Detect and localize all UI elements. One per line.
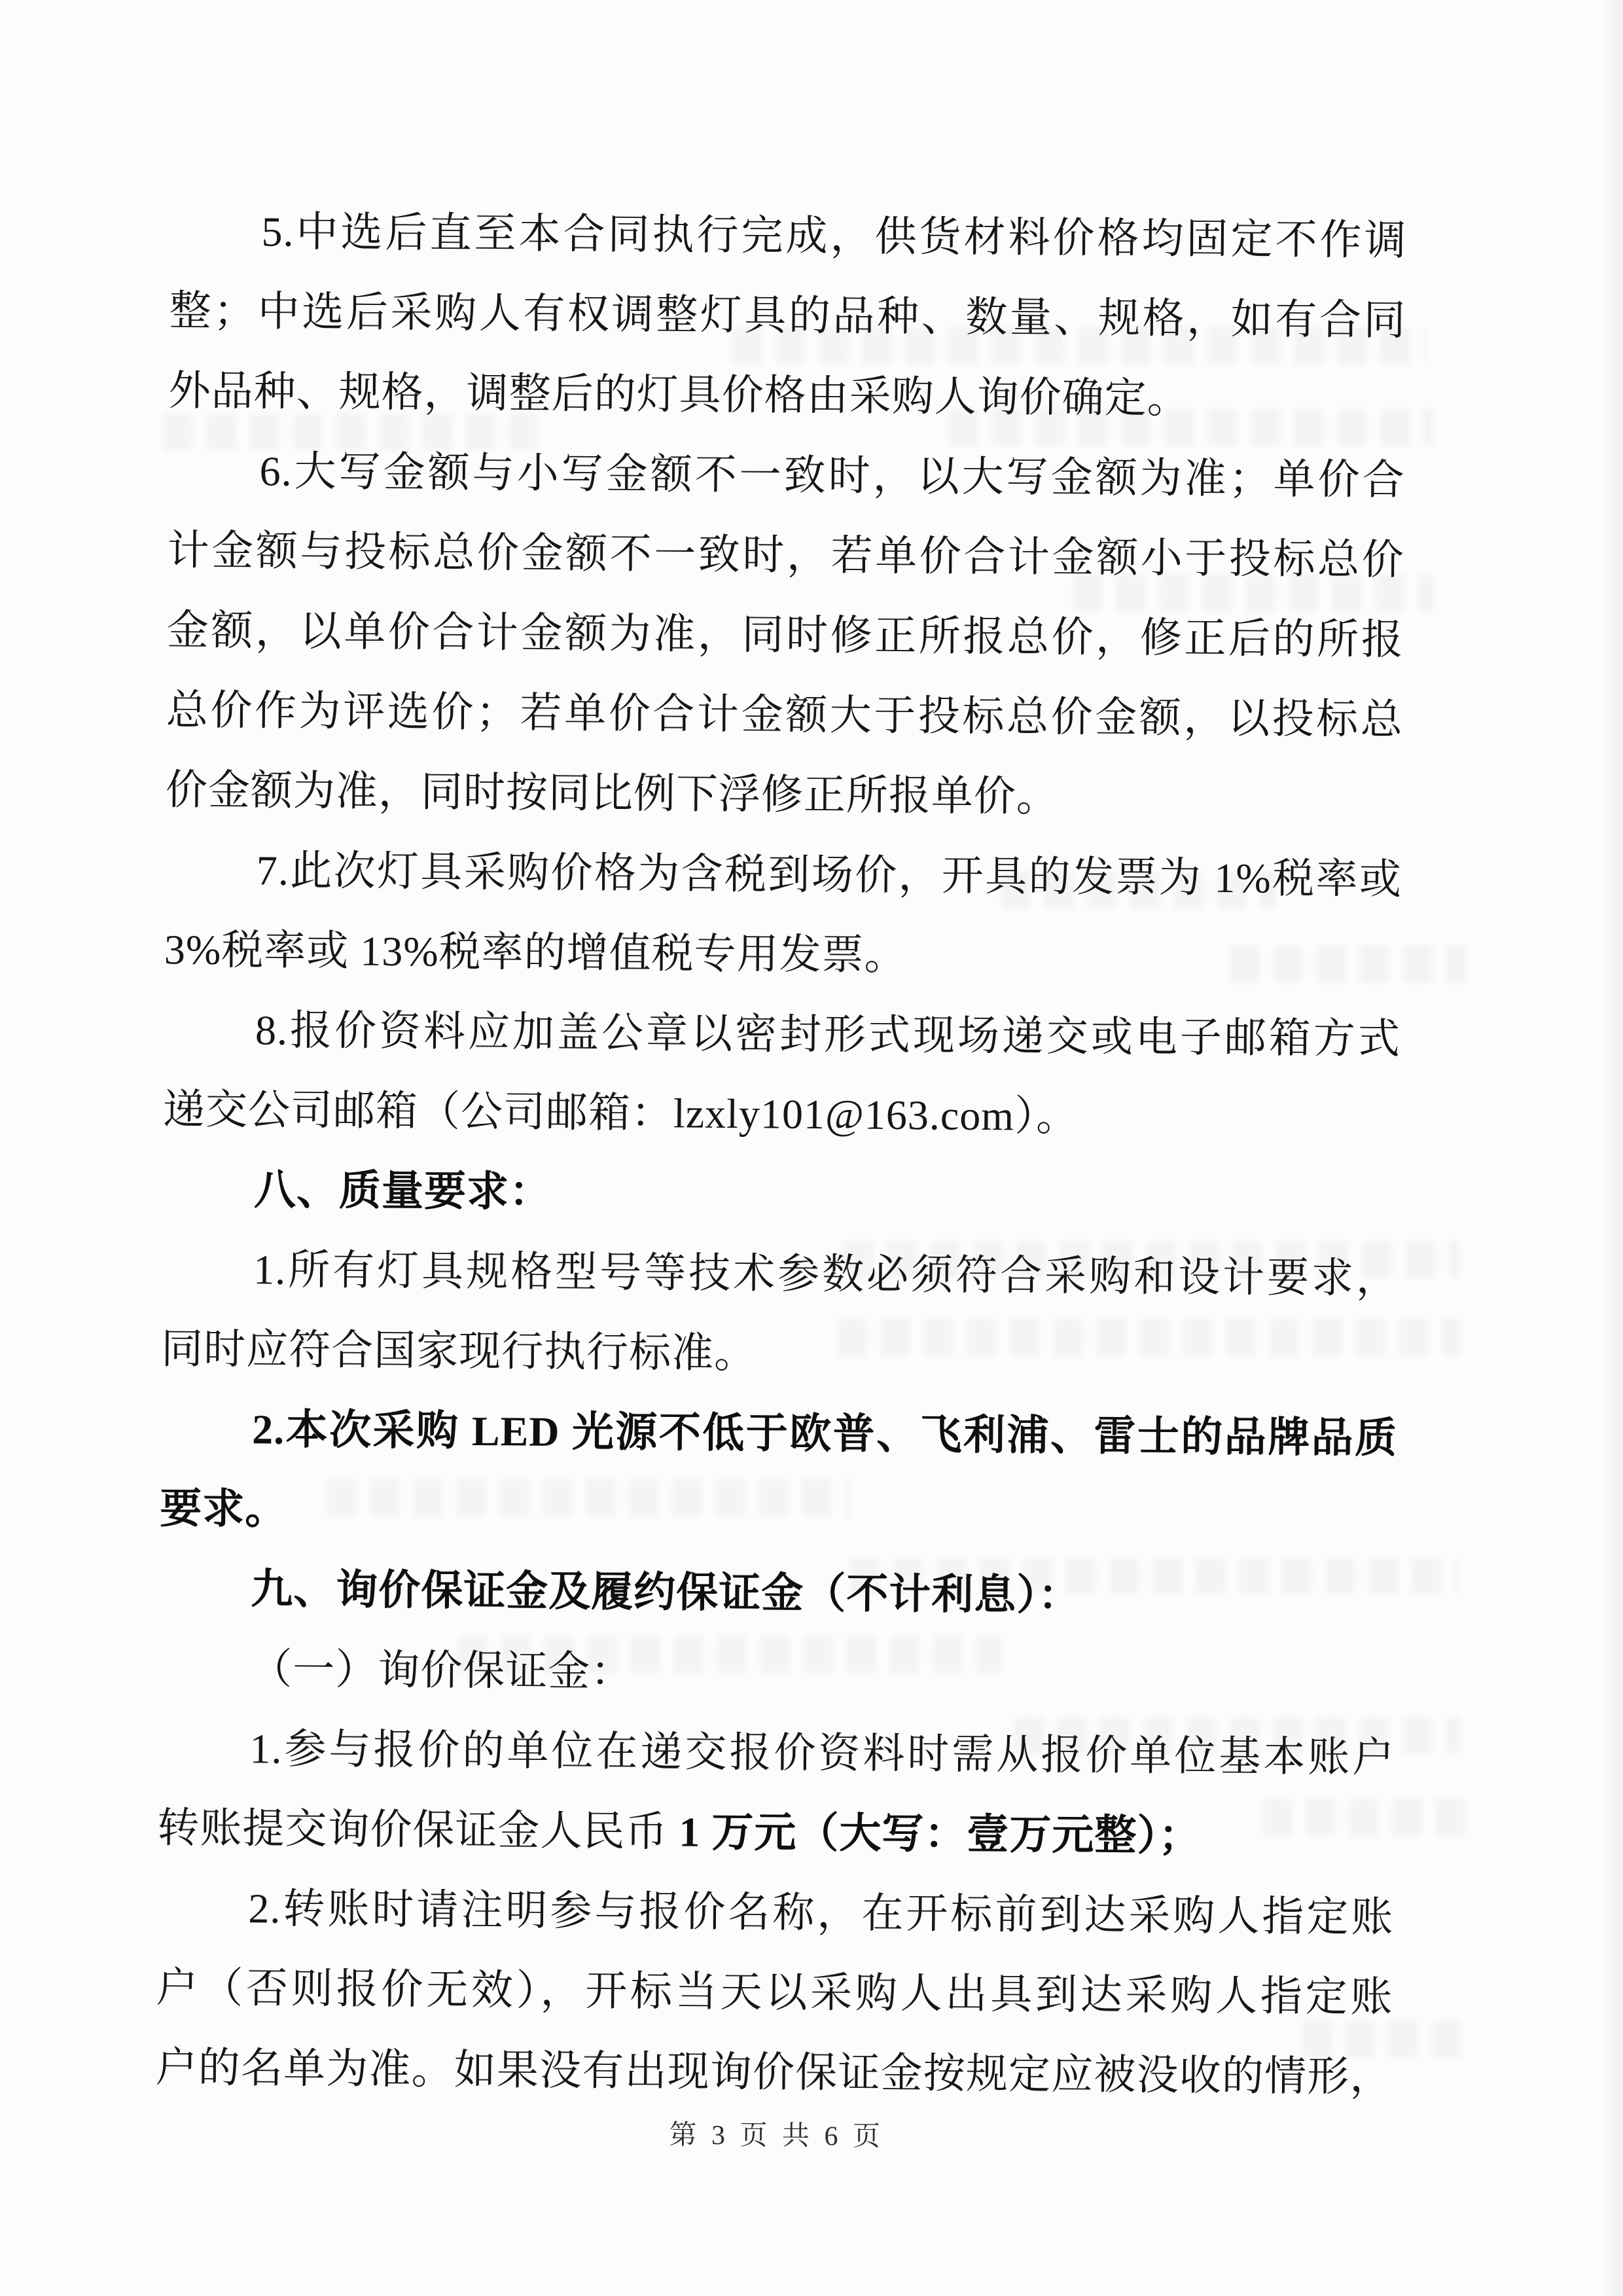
text-line	[164, 910, 1401, 999]
text-run: 计金额与投标总价金额不一致时，若单价合计金额小于投标总价	[167, 527, 1404, 584]
text-line	[165, 750, 1402, 840]
text-line	[162, 1149, 1400, 1239]
text-line	[169, 271, 1406, 361]
text-line	[155, 2028, 1393, 2117]
bold-text-run: 要求。	[159, 1485, 288, 1533]
text-line	[158, 1708, 1395, 1798]
bold-text-run: 八、质量要求：	[253, 1166, 552, 1215]
text-run: 同时应符合国家现行执行标准。	[160, 1325, 757, 1377]
text-run: 户的名单为准。如果没有出现询价保证金按规定应被没收的情形，	[155, 2044, 1393, 2101]
text-run: 5.中选后直至本合同执行完成，供货材料价格均固定不作调	[261, 208, 1407, 264]
text-run: （一）询价保证金：	[250, 1645, 633, 1695]
text-line	[159, 1549, 1397, 1638]
text-run: 1.参与报价的单位在递交报价资料时需从报价单位基本账户	[249, 1725, 1395, 1782]
text-line	[166, 670, 1403, 760]
text-line	[160, 1389, 1398, 1479]
text-run: 6.大写金额与小写金额不一致时，以大写金额为准；单价合	[259, 448, 1405, 504]
text-line	[168, 351, 1406, 440]
text-run: 1.所有灯具规格型号等技术参数必须符合采购和设计要求，	[253, 1246, 1399, 1302]
text-run: 金额，以单价合计金额为准，同时修正所报总价，修正后的所报	[166, 607, 1404, 664]
text-run: 总价作为评选价；若单价合计金额大于投标总价金额，以投标总	[166, 687, 1404, 744]
text-line	[161, 1309, 1399, 1399]
text-run: 递交公司邮箱（公司邮箱：lzxly101@163.com）。	[162, 1086, 1079, 1140]
text-line	[157, 1788, 1395, 1878]
text-line	[168, 431, 1405, 520]
text-run: 3%税率或 13%税率的增值税专用发票。	[164, 926, 907, 979]
text-line	[160, 1469, 1397, 1558]
text-run: 2.转账时请注明参与报价名称，在开标前到达采购人指定账	[248, 1885, 1394, 1941]
text-line	[167, 511, 1404, 600]
text-line	[164, 830, 1402, 920]
document-lines	[155, 191, 1407, 2117]
text-run: 价金额为准，同时按同比例下浮修正所报单价。	[165, 766, 1060, 820]
text-run: 外品种、规格，调整后的灯具价格由采购人询价确定。	[168, 367, 1190, 422]
text-line	[156, 1948, 1393, 2037]
text-line	[166, 590, 1404, 680]
bold-text-run: 九、询价保证金及履约保证金（不计利息）：	[251, 1566, 1081, 1619]
text-run: 转账提交询价保证金人民币	[157, 1804, 679, 1856]
text-line	[164, 990, 1401, 1079]
bold-text-run: 2.本次采购 LED 光源不低于欧普、飞利浦、雷士的品牌品质	[251, 1406, 1398, 1462]
text-run: 整；中选后采购人有权调整灯具的品种、数量、规格，如有合同	[169, 287, 1406, 344]
text-run: 8.报价资料应加盖公章以密封形式现场递交或电子邮箱方式	[255, 1007, 1401, 1063]
text-line	[169, 191, 1407, 281]
text-run: 7.此次灯具采购价格为含税到场价，开具的发票为 1%税率或	[256, 847, 1402, 903]
text-line	[163, 1069, 1400, 1159]
text-line	[162, 1229, 1399, 1319]
page-number-footer: 第 3 页 共 6 页	[669, 2120, 885, 2152]
text-run: 户（否则报价无效），开标当天以采购人出具到达采购人指定账	[156, 1964, 1393, 2021]
text-line	[158, 1628, 1396, 1718]
bold-text-run: 1 万元（大写：壹万元整）；	[679, 1808, 1202, 1859]
text-line	[156, 1868, 1394, 1958]
